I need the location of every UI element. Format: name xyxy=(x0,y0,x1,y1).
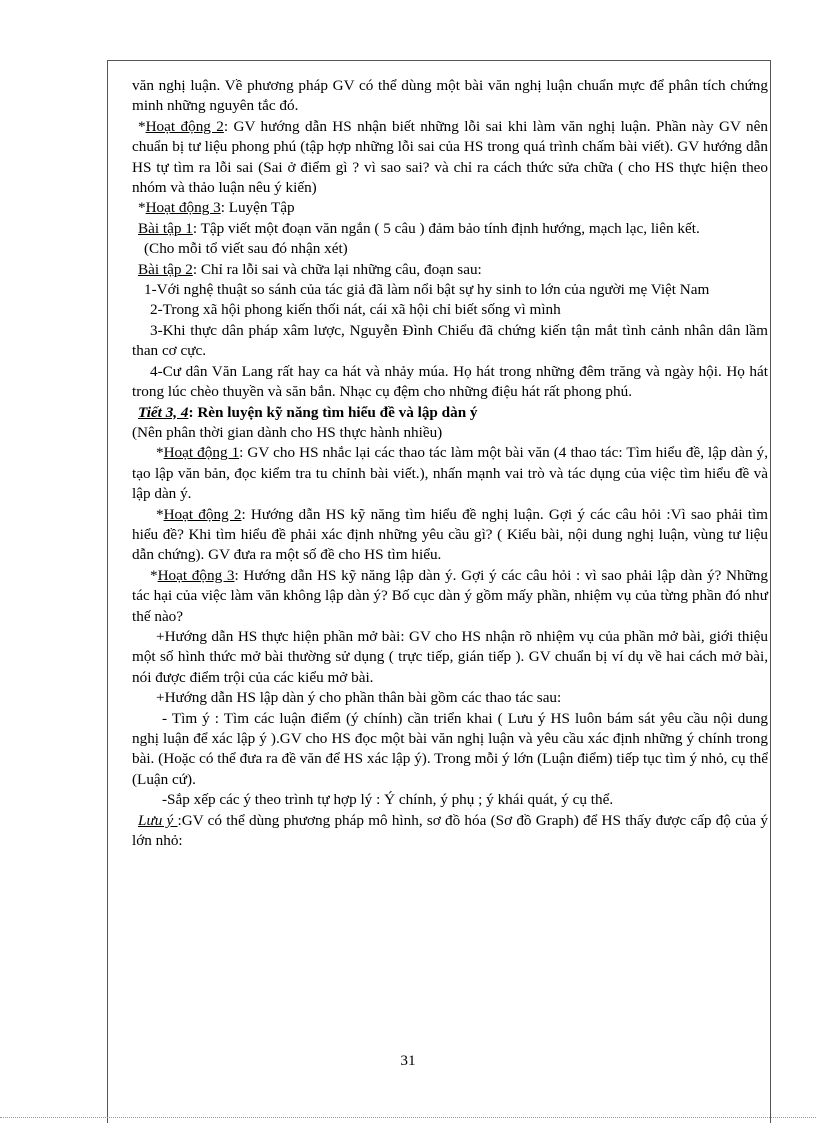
exercise-item-2: 2-Trong xã hội phong kiến thối nát, cái xã hội chỉ biết sống vì mình xyxy=(150,301,561,319)
section-heading-lesson-3-4: Tiết 3, 4: Rèn luyện kỹ năng tìm hiểu đề và lập dàn ý xyxy=(138,403,478,421)
paragraph-activity-3: *Hoạt động 3: Luyện Tập xyxy=(138,199,295,217)
paragraph-activity-2: *Hoạt động 2: GV hướng dẫn HS nhận biết những lỗi sai khi làm văn nghị luận. Phần này GV nên chuẩn bị tư liệu phong phú (tập hợp những lỗi sai của HS trong quá trình chấm bài viết). GV hướng dẫn HS tự tìm ra lỗi sai (Sai ở điểm gì ? vì sao sai? và chỉ ra cách thức sửa chữa ( cho HS thực hiện theo nhóm và thảo luận nêu ý kiến) xyxy=(132,117,768,197)
paragraph-find-ideas: - Tìm ý : Tìm các luận điểm (ý chính) cần triển khai ( Lưu ý HS luôn bám sát yêu cầu nội dung nghị luận để xác lập ý ).GV cho HS đọc một bài văn nghị luận và yêu cầu xác định những ý chính trong bài. (Hoặc có thể đưa ra đề văn để HS xác lập ý). Trong mỗi ý lớn (Luận điểm) tiếp tục tìm ý nhỏ, cụ thể (Luận cứ). xyxy=(132,709,768,788)
exercise-item-1: 1-Với nghệ thuật so sánh của tác giả đã làm nổi bật sự hy sinh to lớn của người mẹ Việt Nam xyxy=(144,281,710,299)
paragraph-exercise-2: Bài tập 2: Chỉ ra lỗi sai và chữa lại những câu, đoạn sau: xyxy=(138,260,482,278)
heading-exercise-1: Bài tập 1 xyxy=(138,219,193,237)
heading-activity-3: Hoạt động 3 xyxy=(145,199,221,217)
paragraph-lesson-activity-1: *Hoạt động 1: GV cho HS nhắc lại các thao tác làm một bài văn (4 thao tác: Tìm hiểu đề, lập dàn ý, tạo lập văn bản, đọc kiểm tra tu chỉnh bài viết.), nhấn mạnh vai trò và tác dụng của việc tìm hiểu đề và lập dàn ý. xyxy=(132,444,768,503)
lesson-label: Tiết 3, 4 xyxy=(138,403,189,421)
paragraph-exercise-1-note: (Cho mỗi tổ viết sau đó nhận xét) xyxy=(144,240,348,258)
paragraph-intro: văn nghị luận. Về phương pháp GV có thể dùng một bài văn nghị luận chuẩn mực để phân tích chứng minh những nguyên tắc đó. xyxy=(132,77,768,115)
paragraph-lesson-activity-3: *Hoạt động 3: Hướng dẫn HS kỹ năng lập dàn ý. Gợi ý các câu hỏi : vì sao phải lập dàn ý? Những tác hại của việc làm văn không lập dàn ý? Bố cục dàn ý gồm mấy phần, nhiệm vụ của từng phần đó như thế nào? xyxy=(132,566,768,625)
heading-exercise-2: Bài tập 2 xyxy=(138,260,193,278)
paragraph-lesson-note: (Nên phân thời gian dành cho HS thực hành nhiều) xyxy=(132,423,443,441)
paragraph-lesson-activity-2: *Hoạt động 2: Hướng dẫn HS kỹ năng tìm hiểu đề nghị luận. Gợi ý các câu hỏi :Vì sao phải tìm hiểu đề? Khi tìm hiểu đề phải xác định những yêu cầu gì? ( Kiểu bài, nội dung nghị luận, vùng tư liệu dẫn chứng). GV đưa ra một số đề cho HS tìm hiểu. xyxy=(132,505,768,564)
heading-note: Lưu ý xyxy=(138,811,178,829)
paragraph-arrange-ideas: -Sắp xếp các ý theo trình tự hợp lý : Ý chính, ý phụ ; ý khái quát, ý cụ thể. xyxy=(162,791,614,809)
heading-activity-2: Hoạt động 2 xyxy=(145,117,224,135)
heading-lesson-activity-2: Hoạt động 2 xyxy=(163,505,242,523)
paragraph-note: Lưu ý :GV có thể dùng phương pháp mô hình, sơ đồ hóa (Sơ đồ Graph) để HS thấy được cấp độ của ý lớn nhỏ: xyxy=(132,811,768,850)
paragraph-body-guidance: +Hướng dẫn HS lập dàn ý cho phần thân bài gồm các thao tác sau: xyxy=(156,689,562,707)
paragraph-exercise-1: Bài tập 1: Tập viết một đoạn văn ngắn ( 5 câu ) đảm bảo tính định hướng, mạch lạc, liên kết. xyxy=(138,219,700,237)
document-body xyxy=(132,76,768,851)
heading-lesson-activity-1: Hoạt động 1 xyxy=(163,444,240,462)
page-bottom-divider xyxy=(0,1117,816,1118)
page-number: 31 xyxy=(400,1052,416,1069)
exercise-item-4: 4-Cư dân Văn Lang rất hay ca hát và nhảy múa. Họ hát trong những đêm trăng và ngày hội. Họ hát trong lúc chèo thuyền và săn bắn. Nhạc cụ đệm cho những điệu hát rất phong phú. xyxy=(132,362,768,401)
heading-lesson-activity-3: Hoạt động 3 xyxy=(157,566,235,584)
paragraph-intro-guidance: +Hướng dẫn HS thực hiện phần mở bài: GV cho HS nhận rõ nhiệm vụ của phần mở bài, giới thiệu một số hình thức mở bài thường sử dụng ( trực tiếp, gián tiếp ). GV chuẩn bị ví dụ về hai cách mở bài, nói được điểm trội của các kiểu mở bài. xyxy=(132,627,768,686)
exercise-item-3: 3-Khi thực dân pháp xâm lược, Nguyễn Đình Chiểu đã chứng kiến tận mắt tình cảnh nhân dân lầm than cơ cực. xyxy=(132,321,768,360)
